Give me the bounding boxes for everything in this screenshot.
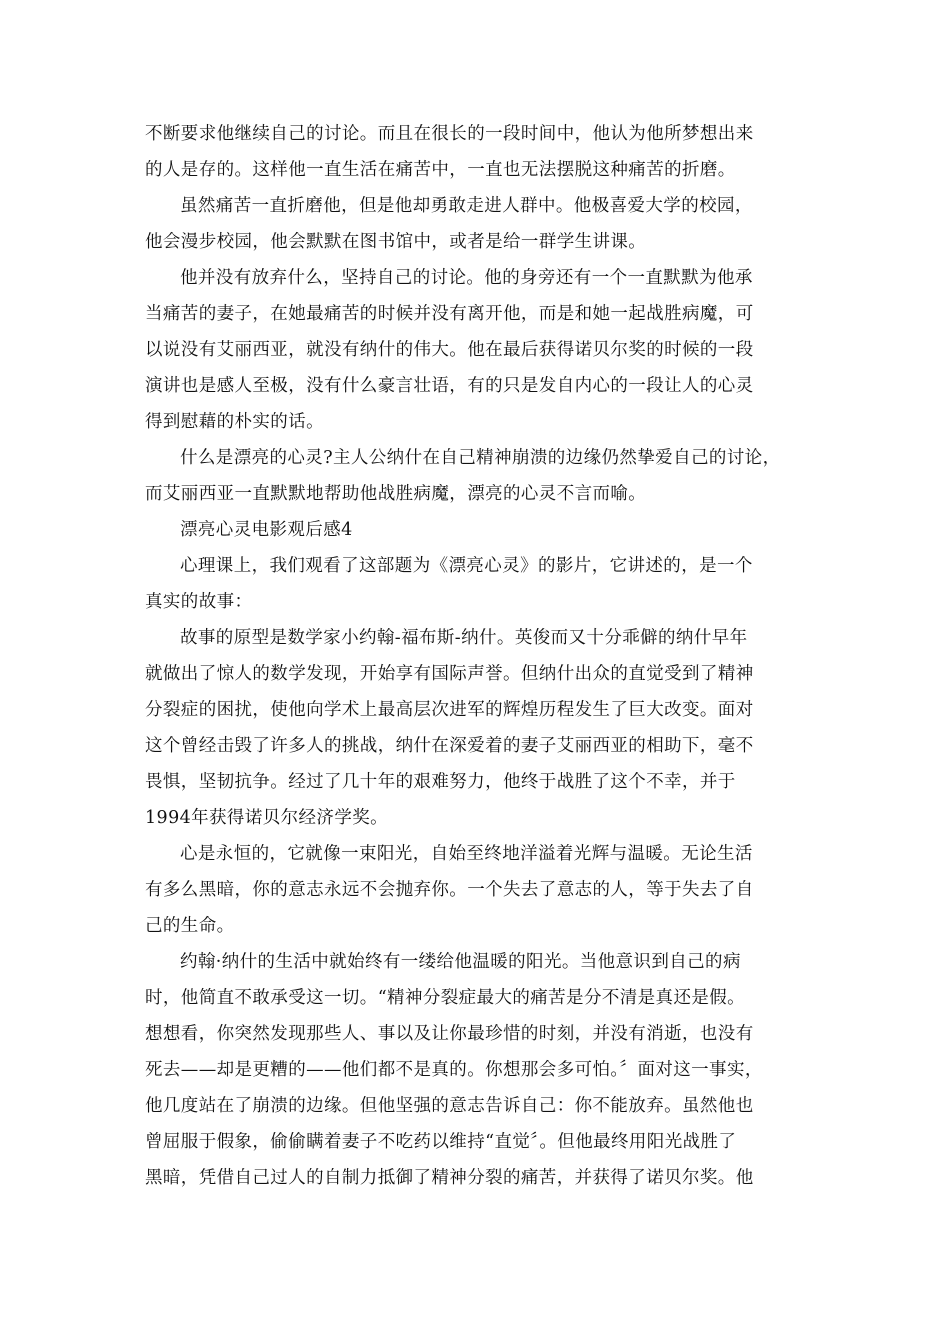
text-line: 约翰·纳什的生活中就始终有一缕给他温暖的阳光。当他意识到自己的病 [180, 952, 741, 972]
text-line: 而艾丽西亚一直默默地帮助他战胜病魔，漂亮的心灵不言而喻。 [145, 484, 647, 504]
text-line: 漂亮心灵电影观后感4 [180, 520, 353, 540]
text-line: 虽然痛苦一直折磨他，但是他却勇敢走进人群中。他极喜爱大学的校园， [180, 196, 753, 216]
text-line: 曾屈服于假象，偷偷瞒着妻子不吃药以维持“直觉〞。但他最终用阳光战胜了 [145, 1132, 737, 1152]
text-line: 得到慰藉的朴实的话。 [145, 412, 324, 432]
text-line: 1994年获得诺贝尔经济学奖。 [145, 808, 389, 828]
text-line: 他会漫步校园，他会默默在图书馆中，或者是给一群学生讲课。 [145, 232, 647, 252]
text-line: 演讲也是感人至极，没有什么豪言壮语，有的只是发自内心的一段让人的心灵 [145, 376, 754, 396]
text-line: 心理课上，我们观看了这部题为《漂亮心灵》的影片，它讲述的，是一个 [180, 556, 753, 576]
text-line: 这个曾经击毁了许多人的挑战，纳什在深爱着的妻子艾丽西亚的相助下，毫不 [145, 736, 754, 756]
text-line: 己的生命。 [145, 916, 235, 936]
text-line: 他并没有放弃什么，坚持自己的讨论。他的身旁还有一个一直默默为他承 [180, 268, 753, 288]
text-line: 的人是存的。这样他一直生活在痛苦中，一直也无法摆脱这种痛苦的折磨。 [145, 160, 736, 180]
text-line: 心是永恒的，它就像一束阳光，自始至终地洋溢着光辉与温暖。无论生活 [180, 844, 753, 864]
text-line: 就做出了惊人的数学发现，开始享有国际声誉。但纳什出众的直觉受到了精神 [145, 664, 754, 684]
text-line: 不断要求他继续自己的讨论。而且在很长的一段时间中，他认为他所梦想出来 [145, 124, 754, 144]
text-line: 有多么黑暗，你的意志永远不会抛弃你。一个失去了意志的人，等于失去了自 [145, 880, 754, 900]
text-line: 死去——却是更糟的——他们都不是真的。你想那会多可怕。〞面对这一事实， [145, 1060, 763, 1080]
document-body [145, 116, 825, 1196]
text-line: 黑暗，凭借自己过人的自制力抵御了精神分裂的痛苦，并获得了诺贝尔奖。他 [145, 1168, 754, 1188]
text-line: 故事的原型是数学家小约翰-福布斯-纳什。英俊而又十分乖僻的纳什早年 [180, 628, 748, 648]
text-line: 什么是漂亮的心灵?主人公纳什在自己精神崩溃的边缘仍然挚爱自己的讨论， [180, 448, 781, 468]
text-line: 真实的故事： [145, 592, 253, 612]
text-line: 他几度站在了崩溃的边缘。但他坚强的意志告诉自己：你不能放弃。虽然他也 [145, 1096, 754, 1116]
text-line: 分裂症的困扰，使他向学术上最高层次进军的辉煌历程发生了巨大改变。面对 [145, 700, 754, 720]
text-line: 当痛苦的妻子，在她最痛苦的时候并没有离开他，而是和她一起战胜病魔，可 [145, 304, 754, 324]
text-line: 想想看，你突然发现那些人、事以及让你最珍惜的时刻，并没有消逝，也没有 [145, 1024, 754, 1044]
text-line: 畏惧，坚韧抗争。经过了几十年的艰难努力，他终于战胜了这个不幸，并于 [145, 772, 736, 792]
text-line: 以说没有艾丽西亚，就没有纳什的伟大。他在最后获得诺贝尔奖的时候的一段 [145, 340, 754, 360]
text-line: 时，他简直不敢承受这一切。“精神分裂症最大的痛苦是分不清是真还是假。 [145, 988, 746, 1008]
